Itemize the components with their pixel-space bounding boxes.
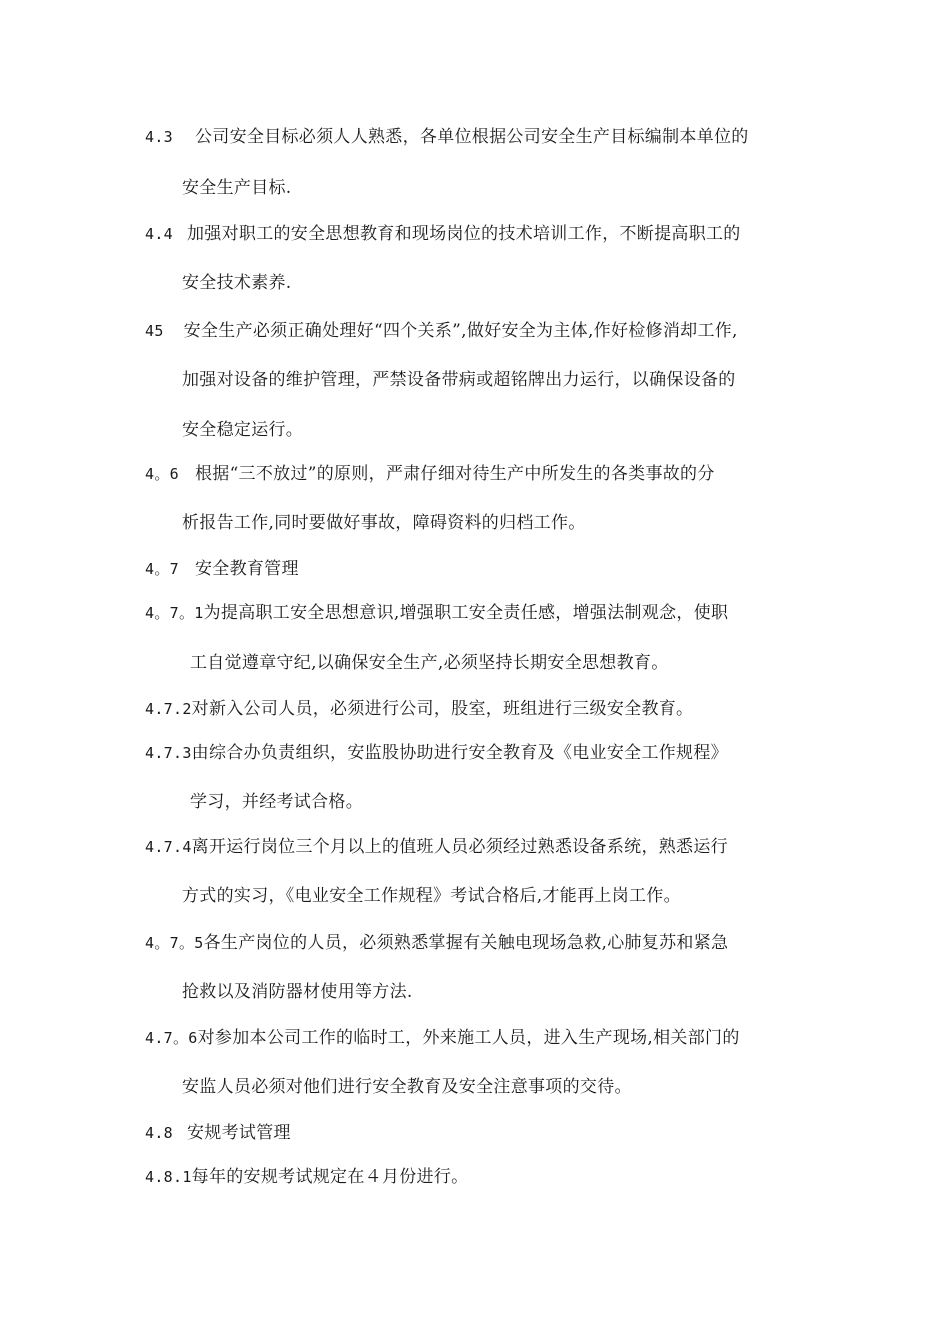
clause-4-8-1-line-1 <box>145 1166 468 1188</box>
clause-4-6-line-2 <box>182 512 586 534</box>
clause-4-3-line-1 <box>145 126 749 148</box>
clause-4-4-line-1 <box>145 223 741 245</box>
clause-text: 安监人员必须对他们进行安全教育及安全注意事项的交待。 <box>182 1077 632 1097</box>
clause-text: 安全技术素养. <box>182 273 292 293</box>
clause-text: 离开运行岗位三个月以上的值班人员必须经过熟悉设备系统，熟悉运行 <box>191 837 728 857</box>
clause-text: 公司安全目标必须人人熟悉，各单位根据公司安全生产目标编制本单位的 <box>195 127 749 147</box>
clause-4-5-line-2 <box>182 369 736 391</box>
clause-4-8-heading <box>145 1122 291 1144</box>
clause-number: 4.8 <box>145 1124 173 1142</box>
clause-number: 4.7.3 <box>145 744 192 762</box>
clause-4-7-3-line-2 <box>190 791 363 813</box>
clause-text: 安全稳定运行。 <box>182 420 304 440</box>
clause-number: 4.8.1 <box>145 1168 192 1186</box>
clause-4-3-line-2 <box>182 177 292 199</box>
clause-text: 方式的实习，《电业安全工作规程》考试合格后,才能再上岗工作。 <box>182 886 681 906</box>
clause-4-7-2-line-1 <box>145 698 693 720</box>
clause-4-7-5-line-2 <box>182 981 413 1003</box>
clause-4-7-5-line-1 <box>145 932 728 954</box>
clause-text: 每年的安规考试规定在４月份进行。 <box>191 1167 469 1187</box>
clause-text: 工自觉遵章守纪,以确保安全生产,必须坚持长期安全思想教育。 <box>190 653 669 673</box>
clause-text: 各生产岗位的人员，必须熟悉掌握有关触电现场急救,心肺复苏和紧急 <box>203 933 729 953</box>
clause-text: 对参加本公司工作的临时工，外来施工人员，进入生产现场,相关部门的 <box>197 1028 740 1048</box>
clause-4-7-1-line-1 <box>145 602 728 624</box>
clause-number: 4.7。6 <box>145 1029 198 1047</box>
clause-text: 安全生产必须正确处理好“四个关系”,做好安全为主体,作好检修消却工作, <box>183 321 738 341</box>
clause-4-7-6-line-1 <box>145 1027 740 1049</box>
clause-text: 加强对职工的安全思想教育和现场岗位的技术培训工作，不断提高职工的 <box>187 224 741 244</box>
clause-number: 4.7.4 <box>145 838 192 856</box>
clause-number: 4.4 <box>145 225 173 243</box>
clause-text: 加强对设备的维护管理，严禁设备带病或超铭牌出力运行，以确保设备的 <box>182 370 736 390</box>
clause-number: 4.3 <box>145 128 173 146</box>
clause-number: 4。7。5 <box>145 934 204 952</box>
clause-4-7-heading <box>145 558 299 580</box>
clause-4-5-line-1 <box>145 320 738 342</box>
clause-4-7-6-line-2 <box>182 1076 632 1098</box>
clause-4-7-3-line-1 <box>145 742 728 764</box>
clause-text: 为提高职工安全思想意识,增强职工安全责任感，增强法制观念，使职 <box>203 603 729 623</box>
clause-text: 由综合办负责组织，安监股协助进行安全教育及《电业安全工作规程》 <box>191 743 728 763</box>
clause-text: 根据“三不放过”的原则，严肃仔细对待生产中所发生的各类事故的分 <box>194 464 715 484</box>
clause-4-6-line-1 <box>145 463 715 485</box>
clause-text: 学习，并经考试合格。 <box>190 792 363 812</box>
clause-4-7-1-line-2 <box>190 652 669 674</box>
section-heading: 安规考试管理 <box>187 1123 291 1143</box>
clause-text: 析报告工作,同时要做好事故，障碍资料的归档工作。 <box>182 513 586 533</box>
clause-4-4-line-2 <box>182 272 292 294</box>
clause-number: 4。7 <box>145 560 179 578</box>
clause-4-5-line-3 <box>182 419 303 441</box>
clause-4-7-4-line-2 <box>182 885 681 907</box>
clause-text: 对新入公司人员，必须进行公司，股室，班组进行三级安全教育。 <box>191 699 694 719</box>
clause-number: 4。7。1 <box>145 604 204 622</box>
clause-text: 安全生产目标. <box>182 178 292 198</box>
clause-number: 4。6 <box>145 465 179 483</box>
clause-number: 45 <box>145 322 164 340</box>
clause-4-7-4-line-1 <box>145 836 728 858</box>
clause-number: 4.7.2 <box>145 700 192 718</box>
clause-text: 抢救以及消防器材使用等方法. <box>182 982 413 1002</box>
section-heading: 安全教育管理 <box>194 559 299 579</box>
